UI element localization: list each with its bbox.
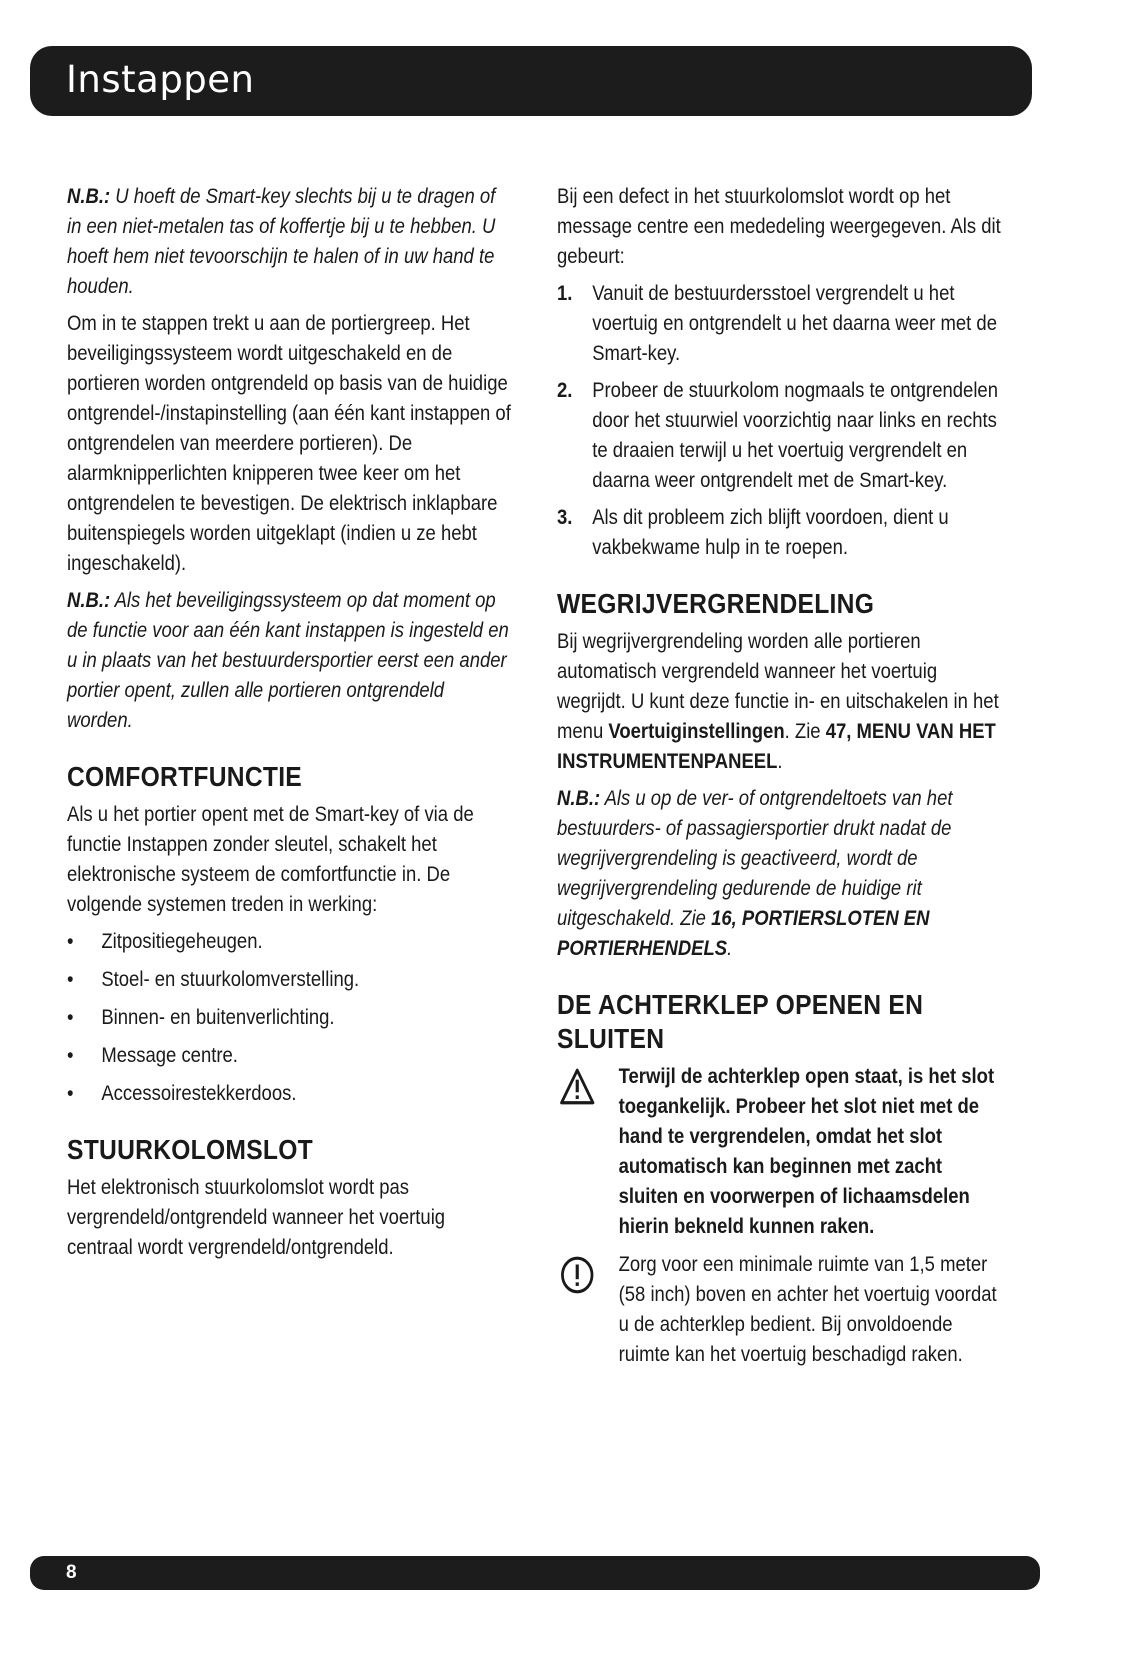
heading-achterklep: DE ACHTERKLEP OPENEN EN SLUITEN bbox=[557, 989, 924, 1054]
note-text: . bbox=[727, 937, 733, 960]
note-text: Als u op de ver- of ontgrendeltoets van het bestuurders- of passagiersportier drukt nadat de wegrijvergrendeling is geactiveerd, wordt de wegrijvergrendeling gedurende de huidige rit uitgeschakeld. Zie bbox=[557, 787, 953, 930]
caution-circle-icon bbox=[559, 1254, 596, 1296]
drive-text: Bij wegrijvergrendeling worden alle portieren automatisch vergrendeld wanneer het voertuig wegrijdt. U kunt deze functie in- en uitschakelen in het menu bbox=[557, 630, 999, 743]
left-column bbox=[67, 182, 512, 1270]
step-number: 2. bbox=[557, 379, 573, 402]
caution-text: Zorg voor een minimale ruimte van 1,5 meter (58 inch) boven en achter het voertuig voordat u de achterklep bedient. Bij onvoldoende ruimte kan het voertuig beschadigd raken. bbox=[618, 1253, 997, 1366]
step-text: Probeer de stuurkolom nogmaals te ontgrendelen door het stuurwiel voorzichtig naar links en rechts te draaien terwijl u het voertuig vergrendelt en daarna weer ontgrendelt met de Smart-key. bbox=[592, 379, 998, 492]
step-number: 1. bbox=[557, 282, 573, 305]
drive-text: . bbox=[777, 750, 783, 773]
note-text: U hoeft de Smart-key slechts bij u te dragen of in een niet-metalen tas of koffertje bij u te hebben. U hoeft hem niet tevoorschijn te halen of in uw hand te houden. bbox=[67, 185, 496, 298]
note-label: N.B.: bbox=[67, 185, 111, 208]
drive-text: . Zie bbox=[784, 720, 826, 743]
header-bar bbox=[30, 46, 1032, 116]
list-item: • Binnen- en buitenverlichting. bbox=[67, 1003, 513, 1033]
note-drive-lock bbox=[557, 784, 1006, 964]
entry-paragraph: Om in te stappen trekt u aan de portiergreep. Het beveiligingssysteem wordt uitgeschakeld en de portieren worden ontgrendeld op basis van de huidige ontgrendel-/instapinstelling (aan één kant instappen of ontgrendelen van meerdere portieren). De alarmknipperlichten knipperen twee keer om het ontgrendelen te bevestigen. De elektrisch inklapbare buitenspiegels worden uitgeklapt (indien u ze hebt ingeschakeld). bbox=[67, 312, 511, 575]
note-label: N.B.: bbox=[67, 589, 111, 612]
menu-name: Voertuiginstellingen bbox=[608, 720, 785, 743]
list-item bbox=[557, 279, 1006, 369]
step-text: Als dit probleem zich blijft voordoen, dient u vakbekwame hulp in te roepen. bbox=[592, 506, 949, 559]
step-number: 3. bbox=[557, 506, 573, 529]
footer-bar bbox=[30, 1556, 1040, 1590]
heading-stuurkolomslot: STUURKOLOMSLOT bbox=[67, 1134, 313, 1165]
note-text: Als het beveiligingssysteem op dat moment op de functie voor aan één kant instappen is ingesteld en u in plaats van het bestuurdersportier eerst een ander portier opent, zullen alle portieren ontgrendeld worden. bbox=[67, 589, 509, 732]
list-item: • Accessoirestekkerdoos. bbox=[67, 1079, 513, 1109]
warning-text: Terwijl de achterklep open staat, is het slot toegankelijk. Probeer het slot niet met de hand te vergrendelen, omdat het slot automatisch kan beginnen met zacht sluiten en voorwerpen of lichaamsdelen hierin bekneld kunnen raken. bbox=[618, 1065, 995, 1238]
warning-block bbox=[557, 1062, 1006, 1242]
step-text: Vanuit de bestuurdersstoel vergrendelt u het voertuig en ontgrendelt u het daarna weer met de Smart-key. bbox=[592, 282, 997, 365]
lock-paragraph: Het elektronisch stuurkolomslot wordt pas vergrendeld/ontgrendeld wanneer het voertuig centraal wordt vergrendeld/ontgrendeld. bbox=[67, 1176, 446, 1259]
cross-reference: 16, PORTIERSLOTEN EN PORTIERHENDELS bbox=[557, 907, 930, 960]
defect-paragraph: Bij een defect in het stuurkolomslot wordt op het message centre een mededeling weergegeven. Als dit gebeurt: bbox=[557, 185, 1001, 268]
list-item: • Message centre. bbox=[67, 1041, 513, 1071]
page-number: 8 bbox=[66, 1562, 77, 1583]
note-security bbox=[67, 586, 513, 736]
heading-wegrijvergrendeling: WEGRIJVERGRENDELING bbox=[557, 588, 875, 619]
comfort-paragraph: Als u het portier opent met de Smart-key of via de functie Instappen zonder sleutel, schakelt het elektronische systeem de comfortfunctie in. De volgende systemen treden in werking: bbox=[67, 803, 474, 916]
drive-paragraph bbox=[557, 627, 1006, 777]
page-title: Instappen bbox=[66, 58, 255, 101]
note-label: N.B.: bbox=[557, 787, 601, 810]
list-item: • Stoel- en stuurkolomverstelling. bbox=[67, 965, 513, 995]
caution-block bbox=[557, 1250, 1006, 1370]
list-item bbox=[557, 503, 1006, 563]
cross-reference: 47, MENU VAN HET INSTRUMENTENPANEEL bbox=[557, 720, 996, 773]
note-smart-key bbox=[67, 182, 513, 302]
warning-triangle-icon bbox=[559, 1066, 596, 1108]
steps-list bbox=[557, 279, 1006, 563]
comfort-list bbox=[67, 927, 513, 1109]
right-column bbox=[557, 182, 1005, 1378]
list-item: • Zitpositiegeheugen. bbox=[67, 927, 513, 957]
heading-comfortfunctie: COMFORTFUNCTIE bbox=[67, 761, 303, 792]
list-item bbox=[557, 376, 1006, 496]
